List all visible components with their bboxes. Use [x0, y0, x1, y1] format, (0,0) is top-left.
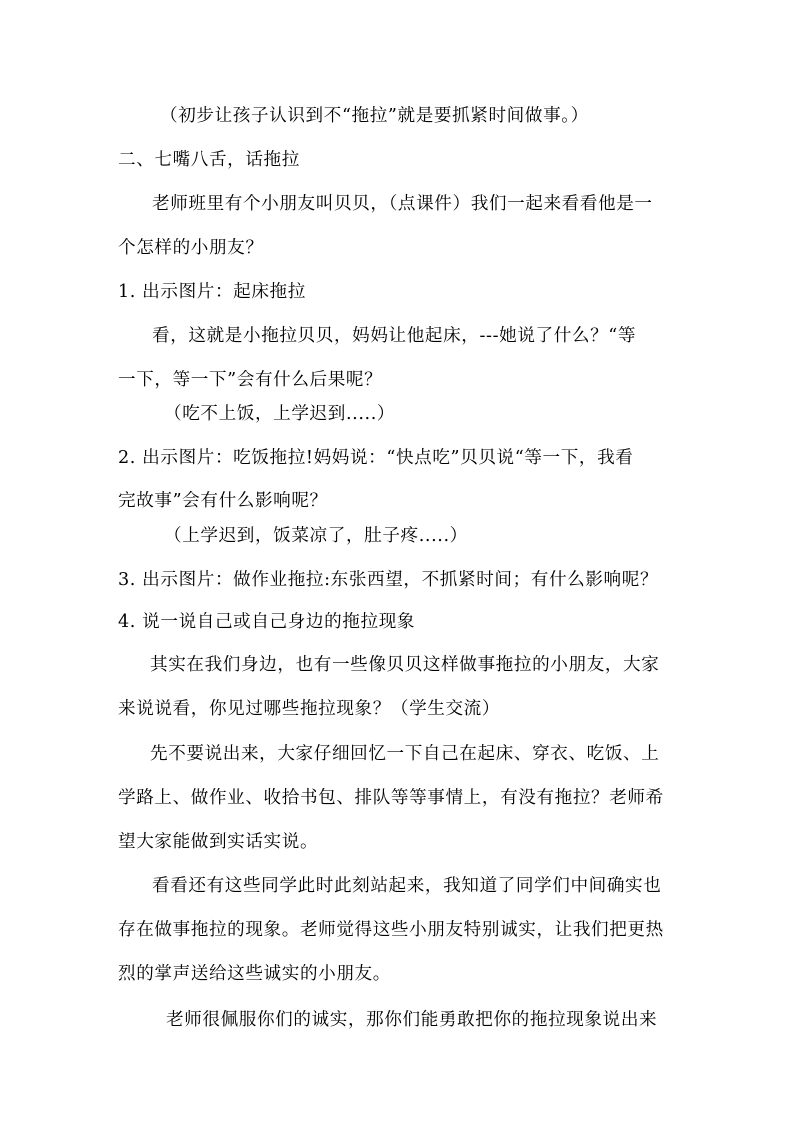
section-heading: 二、七嘴八舌，话拖拉: [118, 150, 300, 170]
list-item-3: 3. 出示图片：做作业拖拉:东张西望，不抓紧时间；有什么影响呢？: [118, 570, 659, 590]
text-line-20: 存在做事拖拉的现象。老师觉得这些小朋友特别诚实，让我们把更热: [118, 920, 664, 940]
text-line-17: 学路上、做作业、收拾书包、排队等等事情上，有没有拖拉？老师希: [118, 788, 664, 808]
text-line-10: 完故事”会有什么影响呢？: [118, 491, 328, 511]
text-line-18: 望大家能做到实话实说。: [118, 832, 319, 852]
text-line-4: 个怎样的小朋友？: [118, 238, 264, 258]
text-line-7: 一下，等一下”会有什么后果呢？: [118, 370, 383, 390]
text-line-1: （初步让孩子认识到不“拖拉”就是要抓紧时间做事。）: [160, 106, 589, 126]
text-line-15: 来说说看，你见过哪些拖拉现象？（学生交流）: [118, 699, 501, 719]
text-line-8: （吃不上饭，上学迟到.....）: [164, 404, 396, 424]
list-item-2: 2. 出示图片：吃饭拖拉!妈妈说：“快点吃”贝贝说“等一下，我看: [118, 448, 634, 468]
list-item-4: 4. 说一说自己或自己身边的拖拉现象: [118, 612, 416, 632]
list-item-1: 1. 出示图片：起床拖拉: [118, 282, 306, 302]
text-line-3: 老师班里有个小朋友叫贝贝，（点课件）我们一起来看看他是一: [152, 194, 653, 214]
text-line-6: 看，这就是小拖拉贝贝，妈妈让他起床，---她说了什么？“等: [152, 326, 637, 346]
text-line-22: 老师很佩服你们的诚实，那你们能勇敢把你的拖拉现象说出来: [166, 1010, 658, 1030]
text-line-19: 看看还有这些同学此时此刻站起来，我知道了同学们中间确实也: [152, 876, 662, 896]
text-line-11: （上学迟到，饭菜凉了，肚子疼.....）: [164, 526, 468, 546]
text-line-16: 先不要说出来，大家仔细回忆一下自己在起床、穿衣、吃饭、上: [150, 744, 660, 764]
text-line-21: 烈的掌声送给这些诚实的小朋友。: [118, 964, 391, 984]
text-line-14: 其实在我们身边，也有一些像贝贝这样做事拖拉的小朋友，大家: [150, 655, 660, 675]
